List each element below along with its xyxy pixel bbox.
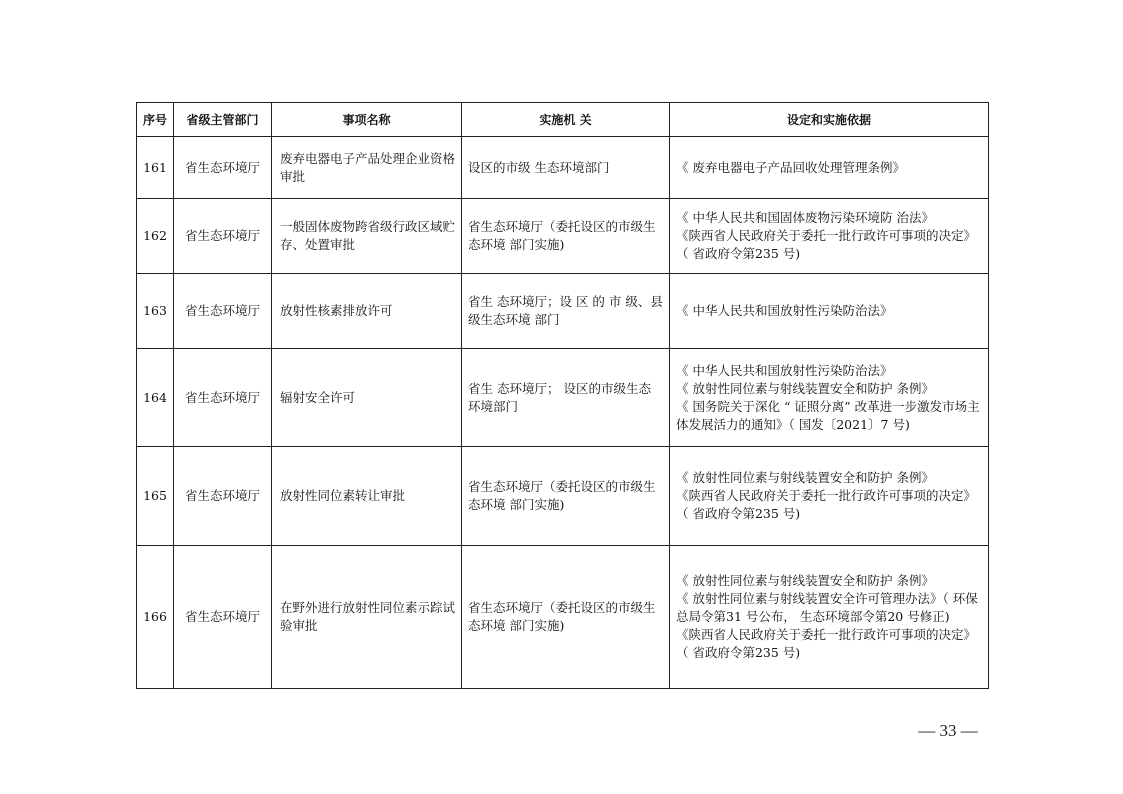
basis-line: 《 国务院关于深化 “ 证照分离” 改革进一步激发市场主体发展活力的通知》（ 国发〔2021〕7 号) bbox=[676, 398, 980, 432]
row-basis bbox=[670, 199, 989, 274]
row-item-name: 放射性同位素转让审批 bbox=[272, 447, 462, 546]
row-department: 省生态环境厅 bbox=[174, 137, 272, 199]
row-department: 省生态环境厅 bbox=[174, 447, 272, 546]
table-row bbox=[137, 546, 989, 689]
basis-line: 《 放射性同位素与射线装置安全和防护 条例》 bbox=[676, 470, 934, 485]
row-number: 161 bbox=[137, 137, 174, 199]
administrative-license-table bbox=[136, 102, 989, 689]
row-number: 165 bbox=[137, 447, 174, 546]
header-legal-basis: 设定和实施依据 bbox=[670, 103, 989, 137]
row-item-name: 废弃电器电子产品处理企业资格审批 bbox=[272, 137, 462, 199]
row-number: 166 bbox=[137, 546, 174, 689]
row-item-name: 放射性核素排放许可 bbox=[272, 274, 462, 349]
basis-line: 《 放射性同位素与射线装置安全许可管理办法》（ 环保总局令第31 号公布， 生态环境部令第20 号修正) bbox=[676, 591, 978, 624]
row-agency: 设区的市级 生态环境部门 bbox=[462, 137, 670, 199]
row-department: 省生态环境厅 bbox=[174, 349, 272, 447]
row-agency: 省生态环境厅（委托设区的市级生态环境 部门实施) bbox=[462, 199, 670, 274]
row-basis bbox=[670, 274, 989, 349]
basis-line: 《陕西省人民政府关于委托一批行政许可事项的决定》（ 省政府令第235 号) bbox=[676, 627, 977, 660]
basis-line: 《 废弃电器电子产品回收处理管理条例》 bbox=[676, 159, 905, 175]
basis-line: 《 中华人民共和国放射性污染防治法》 bbox=[676, 303, 893, 318]
row-number: 164 bbox=[137, 349, 174, 447]
basis-line: 《 放射性同位素与射线装置安全和防护 条例》 bbox=[676, 573, 934, 588]
table-row bbox=[137, 274, 989, 349]
row-department: 省生态环境厅 bbox=[174, 274, 272, 349]
header-implementing-agency: 实施机 关 bbox=[462, 103, 670, 137]
row-agency: 省生态环境厅（委托设区的市级生态环境 部门实施) bbox=[462, 447, 670, 546]
row-item-name: 在野外进行放射性同位素示踪试验审批 bbox=[272, 546, 462, 689]
row-number: 162 bbox=[137, 199, 174, 274]
header-department: 省级主管部门 bbox=[174, 103, 272, 137]
table-row bbox=[137, 137, 989, 199]
row-agency: 省生 态环境厅；设 区 的 市 级、县级生态环境 部门 bbox=[462, 274, 670, 349]
row-agency: 省生态环境厅（委托设区的市级生态环境 部门实施) bbox=[462, 546, 670, 689]
table-header-row bbox=[137, 103, 989, 137]
basis-line: 《 中华人民共和国固体废物污染环境防 治法》 bbox=[676, 210, 934, 225]
row-basis bbox=[670, 546, 989, 689]
table-row bbox=[137, 447, 989, 546]
row-basis bbox=[670, 137, 989, 199]
row-basis bbox=[670, 447, 989, 546]
table-row bbox=[137, 349, 989, 447]
header-serial-number: 序号 bbox=[137, 103, 174, 137]
header-item-name: 事项名称 bbox=[272, 103, 462, 137]
basis-line: 《陕西省人民政府关于委托一批行政许可事项的决定》（ 省政府令第235 号) bbox=[676, 488, 977, 521]
basis-line: 《陕西省人民政府关于委托一批行政许可事项的决定》（ 省政府令第235 号) bbox=[676, 228, 977, 261]
row-department: 省生态环境厅 bbox=[174, 199, 272, 274]
basis-line: 《 中华人民共和国放射性污染防治法》 bbox=[676, 362, 893, 378]
row-basis bbox=[670, 349, 989, 447]
row-agency: 省生 态环境厅； 设区的市级生态环境部门 bbox=[462, 349, 670, 447]
row-department: 省生态环境厅 bbox=[174, 546, 272, 689]
row-item-name: 一般固体废物跨省级行政区域贮存、处置审批 bbox=[272, 199, 462, 274]
page-number: — 33 — bbox=[918, 721, 978, 740]
row-item-name: 辐射安全许可 bbox=[272, 349, 462, 447]
row-number: 163 bbox=[137, 274, 174, 349]
table-row bbox=[137, 199, 989, 274]
basis-line: 《 放射性同位素与射线装置安全和防护 条例》 bbox=[676, 380, 934, 396]
